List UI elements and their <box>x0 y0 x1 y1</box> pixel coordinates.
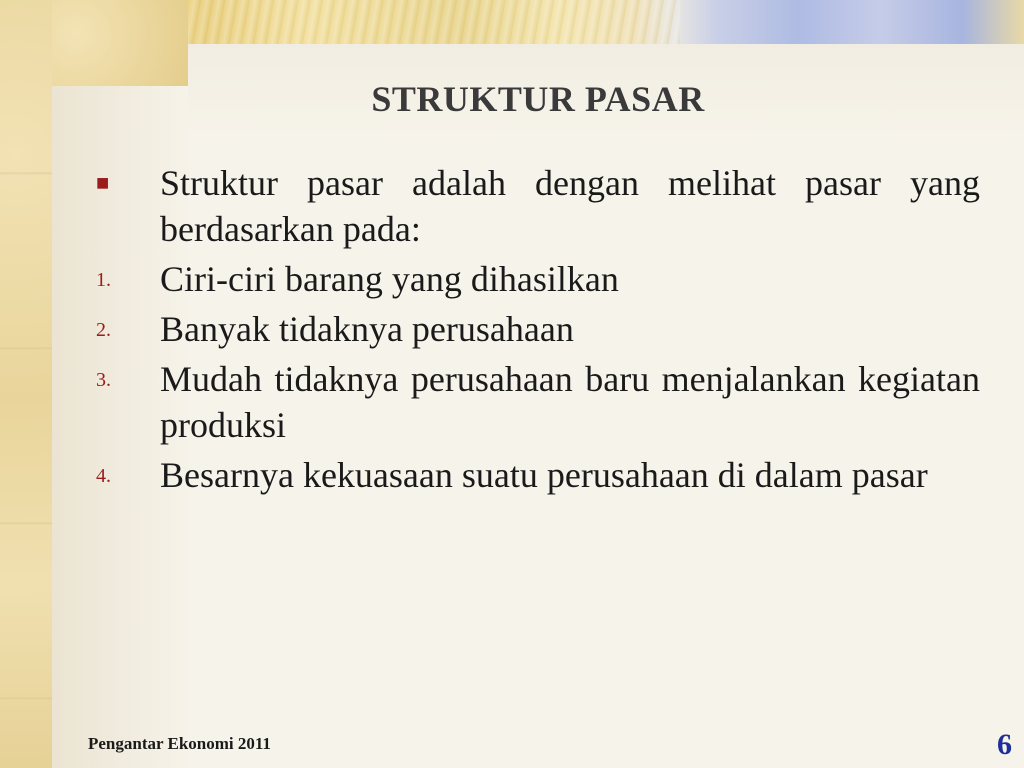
slide-content <box>96 160 980 502</box>
list-item-number: 4. <box>96 465 111 487</box>
list-item <box>96 452 980 498</box>
list-item-number: 2. <box>96 319 111 341</box>
list-item-text: Banyak tidaknya perusahaan <box>160 309 574 349</box>
list-item-number: 1. <box>96 269 111 291</box>
list-item-text: Struktur pasar adalah dengan melihat pasar yang berdasarkan pada: <box>160 163 980 249</box>
list-item <box>96 160 980 252</box>
list-item <box>96 256 980 302</box>
list-item-text: Besarnya kekuasaan suatu perusahaan di dalam pasar <box>160 455 928 495</box>
list-item-number: 3. <box>96 369 111 391</box>
slide-title: STRUKTUR PASAR <box>371 79 705 119</box>
page-number: 6 <box>997 728 1012 761</box>
list-item-text: Mudah tidaknya perusahaan baru menjalankan kegiatan produksi <box>160 359 980 445</box>
list-item-text: Ciri-ciri barang yang dihasilkan <box>160 259 619 299</box>
decorative-top-banner-texture <box>140 0 680 44</box>
list-item <box>96 306 980 352</box>
footer-course-label: Pengantar Ekonomi 2011 <box>88 734 271 753</box>
square-bullet-icon: ■ <box>96 170 110 195</box>
list-item <box>96 356 980 448</box>
